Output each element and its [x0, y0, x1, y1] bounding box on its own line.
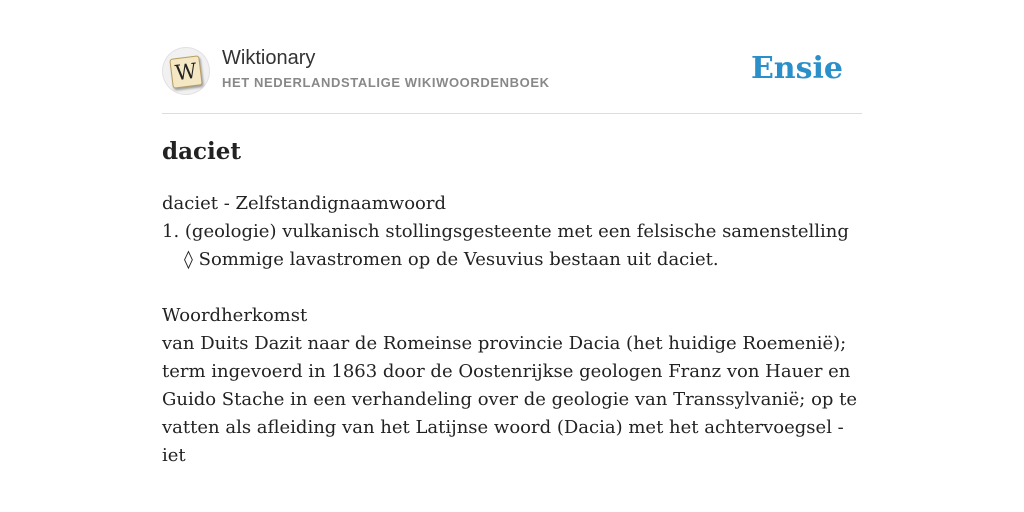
logo-tile: W [169, 55, 202, 88]
etymology-text: van Duits Dazit naar de Romeinse provincie Dacia (het huidige Roemenië); term ingevoerd in 1863 door de Oostenrijkse geologen Franz von Hauer en Guido Stache in een verhandeling over de geologie van Transsylvanië; op te vatten als afleiding van het Latijnse woord (Dacia) met het achtervoegsel -iet [162, 333, 858, 466]
site-name[interactable]: Wiktionary [222, 47, 316, 69]
wiktionary-logo-icon[interactable] [162, 47, 210, 95]
page-title: daciet [162, 138, 241, 165]
part-of-speech-line: daciet - Zelfstandignaamwoord [162, 193, 447, 214]
site-header [162, 44, 862, 114]
section-spacer [162, 274, 862, 302]
definition-line: 1. (geologie) vulkanisch stollingsgesteente met een felsische samenstelling [162, 221, 849, 242]
etymology-heading: Woordherkomst [162, 305, 308, 326]
ensie-brand-logo[interactable]: Ensie [750, 51, 843, 86]
site-subtitle: HET NEDERLANDSTALIGE WIKIWOORDENBOEK [222, 75, 550, 90]
entry-content [162, 134, 862, 470]
example-sentence: ◊ Sommige lavastromen op de Vesuvius bestaan uit daciet. [184, 249, 719, 270]
